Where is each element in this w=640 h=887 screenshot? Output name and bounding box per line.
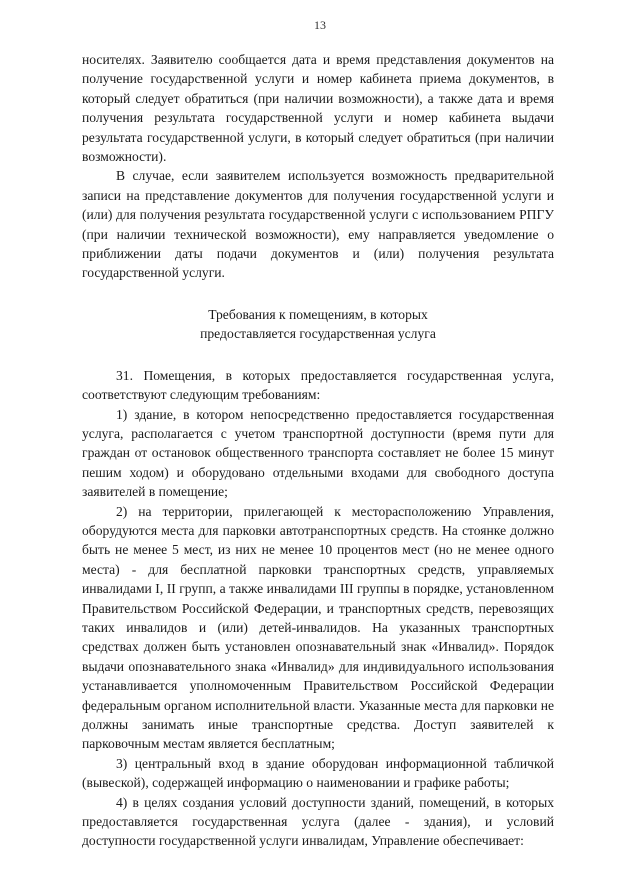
paragraph-pre-registration: В случае, если заявителем используется возможность предварительной записи на представление документов для получения государственной услуги и (или) для получения результата государственной услуги с использованием РПГУ (при наличии технической возможности), ему направляется уведомление о приближении даты подачи документов и (или) получения результата государственной услуги. [82,168,554,281]
section-heading-line-2: предоставляется государственная услуга [200,326,436,342]
section-heading [82,305,554,344]
paragraph-subitem-1: 1) здание, в котором непосредственно предоставляется государственная услуга, располагается с учетом транспортной доступности (время пути для граждан от остановок общественного транспорта составляет не более 15 минут пешим ходом) и оборудовано отдельными входами для свободного доступа заявителей в помещение; [82,406,554,500]
paragraph-subitem-3: 3) центральный вход в здание оборудован информационной табличкой (вывеской), содержащей информацию о наименовании и графике работы; [82,755,554,791]
paragraph-continuation: носителях. Заявителю сообщается дата и время представления документов на получение государственной услуги и номер кабинета приема документов, в который следует обратиться (при наличии возможности), а также дата и время получения результата государственной услуги и номер кабинета выдачи результата государственной услуги, в который следует обратиться (при наличии возможности). [82,52,554,165]
document-body [82,50,554,851]
paragraph-subitem-4: 4) в целях создания условий доступности зданий, помещений, в которых предоставляется государственная услуга (далее - здания), и условий доступности государственной услуги инвалидам, Управление обеспечивает: [82,794,554,849]
page-number: 13 [314,18,326,32]
section-heading-line-1: Требования к помещениям, в которых [208,306,428,322]
paragraph-item-31: 31. Помещения, в которых предоставляется государственная услуга, соответствуют следующим требованиям: [82,367,554,403]
paragraph-subitem-2: 2) на территории, прилегающей к месторасположению Управления, оборудуются места для парковки автотранспортных средств. На стоянке должно быть не менее 5 мест, из них не менее 10 процентов мест (но не менее одного места) - для бесплатной парковки транспортных средств, управляемых инвалидами I, II групп, а также инвалидами III группы в порядке, установленном Правительством Российской Федерации, и транспортных средств, перевозящих таких инвалидов и (или) детей-инвалидов. На указанных транспортных средствах должен быть установлен опознавательный знак «Инвалид». Порядок выдачи опознавательного знака «Инвалид» для индивидуального использования устанавливается уполномоченным Правительством Российской Федерации федеральным органом исполнительной власти. Указанные места для парковки не должны занимать иные транспортные средства. Доступ заявителей к парковочным местам является бесплатным; [82,503,554,752]
